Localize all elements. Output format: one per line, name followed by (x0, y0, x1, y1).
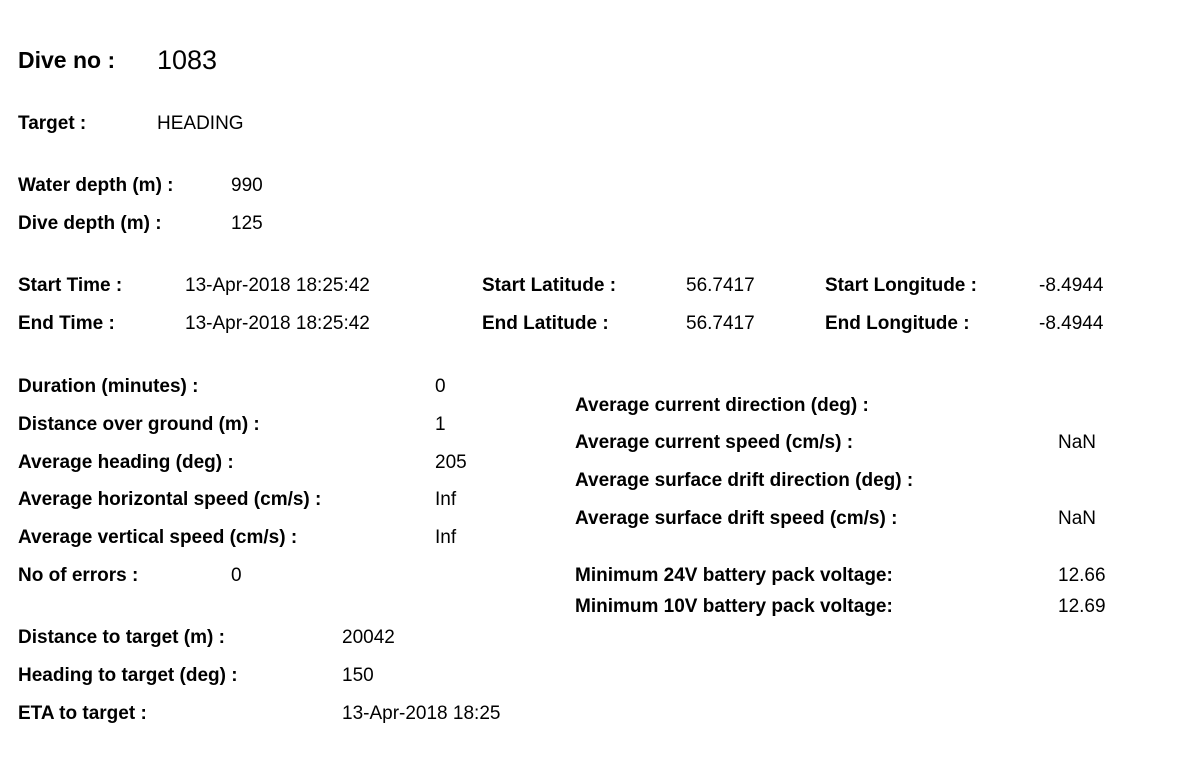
average-horizontal-speed-value: Inf (435, 489, 457, 510)
water-depth-label: Water depth (m) : (18, 175, 174, 196)
distance-over-ground-value: 1 (435, 414, 446, 435)
duration-label: Duration (minutes) : (18, 376, 199, 397)
water-depth-value: 990 (231, 175, 263, 196)
average-vertical-speed-label: Average vertical speed (cm/s) : (18, 527, 298, 548)
average-surface-drift-speed-label: Average surface drift speed (cm/s) : (575, 508, 898, 529)
end-latitude-value: 56.7417 (686, 313, 755, 334)
duration-value: 0 (435, 376, 446, 397)
eta-to-target-label: ETA to target : (18, 703, 147, 724)
average-heading-value: 205 (435, 452, 467, 473)
min-24v-battery-label: Minimum 24V battery pack voltage: (575, 565, 893, 586)
errors-label: No of errors : (18, 565, 139, 586)
start-latitude-value: 56.7417 (686, 275, 755, 296)
average-current-direction-label: Average current direction (deg) : (575, 395, 869, 416)
average-current-speed-value: NaN (1058, 432, 1097, 453)
start-time-value: 13-Apr-2018 18:25:42 (185, 275, 370, 296)
average-surface-drift-direction-label: Average surface drift direction (deg) : (575, 470, 914, 491)
end-longitude-value: -8.4944 (1039, 313, 1104, 334)
start-longitude-value: -8.4944 (1039, 275, 1104, 296)
average-surface-drift-speed-value: NaN (1058, 508, 1097, 529)
min-10v-battery-label: Minimum 10V battery pack voltage: (575, 596, 893, 617)
eta-to-target-value: 13-Apr-2018 18:25 (342, 703, 501, 724)
errors-value: 0 (231, 565, 242, 586)
start-latitude-label: Start Latitude : (482, 275, 617, 296)
end-time-value: 13-Apr-2018 18:25:42 (185, 313, 370, 334)
min-10v-battery-value: 12.69 (1058, 596, 1106, 617)
end-longitude-label: End Longitude : (825, 313, 970, 334)
average-heading-label: Average heading (deg) : (18, 452, 234, 473)
distance-to-target-value: 20042 (342, 627, 395, 648)
target-label: Target : (18, 113, 87, 134)
heading-to-target-label: Heading to target (deg) : (18, 665, 238, 686)
heading-to-target-value: 150 (342, 665, 374, 686)
distance-to-target-label: Distance to target (m) : (18, 627, 225, 648)
average-vertical-speed-value: Inf (435, 527, 457, 548)
target-value: HEADING (157, 113, 244, 134)
start-longitude-label: Start Longitude : (825, 275, 977, 296)
dive-depth-label: Dive depth (m) : (18, 213, 162, 234)
average-current-speed-label: Average current speed (cm/s) : (575, 432, 854, 453)
start-time-label: Start Time : (18, 275, 123, 296)
distance-over-ground-label: Distance over ground (m) : (18, 414, 260, 435)
min-24v-battery-value: 12.66 (1058, 565, 1106, 586)
dive-no-value: 1083 (157, 45, 218, 75)
end-time-label: End Time : (18, 313, 115, 334)
end-latitude-label: End Latitude : (482, 313, 609, 334)
dive-no-label: Dive no : (18, 47, 116, 73)
dive-depth-value: 125 (231, 213, 263, 234)
average-horizontal-speed-label: Average horizontal speed (cm/s) : (18, 489, 322, 510)
